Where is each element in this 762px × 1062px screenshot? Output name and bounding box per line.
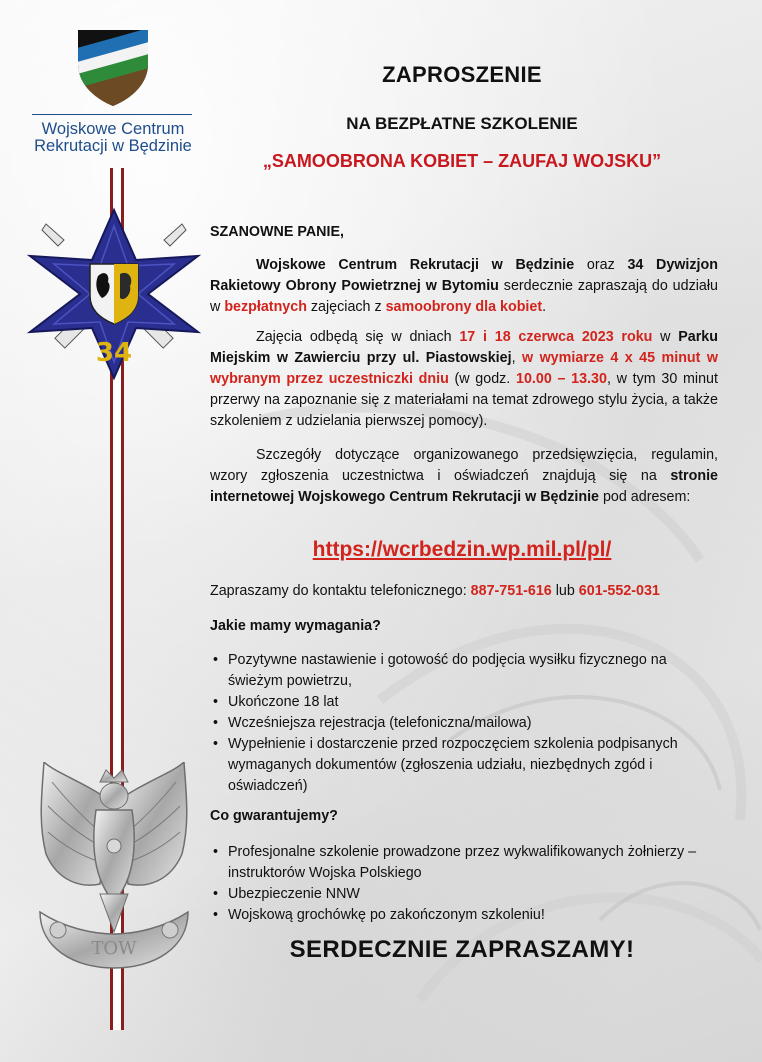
intro-paragraph: Wojskowe Centrum Rekrutacji w Będzinie oraz 34 Dywizjon Rakietowy Obrony Powietrznej w Bytomiu serdecznie zapraszają do udziału w bezpłatnych zajęciach z samoobrony dla kobiet.: [210, 257, 718, 315]
event-place: Parku Miejskim w Zawierciu przy ul. Piastowskiej: [210, 329, 718, 366]
page-title: ZAPROSZENIE: [382, 62, 542, 87]
greeting: SZANOWNE PANIE,: [210, 224, 344, 240]
details-paragraph: Zajęcia odbędą się w dniach 17 i 18 czerwca 2023 roku w Parku Miejskim w Zawierciu przy ul. Piastowskiej, w wymiarze 4 x 45 minut w wybranym przez uczestniczki dniu (w godz. 10.00 – 13.30, w tym 30 minut przerwy na zapoznanie się z materiałami na temat zdrowego stylu życia, a także szkoleniem z udzielania pierwszej pomocy).: [210, 329, 718, 429]
website-label: stronie internetowej Wojskowego Centrum Rekrutacji w Będzinie: [210, 468, 718, 505]
page-subtitle: NA BEZPŁATNE SZKOLENIE: [346, 114, 578, 133]
event-scope: w wymiarze 4 x 45 minut w wybranym przez uczestniczki dniu: [210, 350, 718, 387]
phone-2[interactable]: 601-552-031: [578, 583, 660, 599]
wcr-shield-logo-icon: [70, 24, 156, 108]
guarantees-heading: Co gwarantujemy?: [210, 808, 338, 824]
phone-1[interactable]: 887-751-616: [470, 583, 552, 599]
list-item: • Ubezpieczenie NNW: [210, 884, 718, 905]
eagle-badge-text: TOW: [91, 938, 137, 959]
requirements-list: [210, 650, 718, 797]
unit-cross-badge-icon: [24, 204, 204, 384]
event-hours: 10.00 – 13.30: [516, 371, 607, 387]
list-item: • Wcześniejsza rejestracja (telefoniczna/mailowa): [210, 713, 718, 734]
list-item: • Profesjonalne szkolenie prowadzone przez wykwalifikowanych żołnierzy – instruktorów Wojska Polskiego: [210, 842, 718, 884]
contact-line: Zapraszamy do kontaktu telefonicznego: 887-751-616 lub 601-552-031: [210, 583, 660, 599]
requirements-heading: Jakie mamy wymagania?: [210, 618, 381, 634]
topic-label: samoobrony dla kobiet: [385, 299, 543, 315]
eagle-badge-icon: [34, 762, 194, 974]
website-link[interactable]: https://wcrbedzin.wp.mil.pl/pl/: [312, 538, 612, 561]
list-item: • Pozytywne nastawienie i gotowość do podjęcia wysiłku fizycznego na świeżym powietrzu,: [210, 650, 718, 692]
list-item: • Ukończone 18 lat: [210, 692, 718, 713]
organizer-1: Wojskowe Centrum Rekrutacji w Będzinie: [256, 257, 575, 273]
list-item: • Wypełnienie i dostarczenie przed rozpoczęciem szkolenia podpisanych wymaganych dokumentów (zgłoszenia udziału, niezbędnych zgód i oświadczeń): [210, 734, 718, 797]
closing-invitation: SERDECZNIE ZAPRASZAMY!: [289, 936, 635, 963]
logo-line-1: Wojskowe Centrum: [41, 120, 185, 138]
event-name: „SAMOOBRONA KOBIET – ZAUFAJ WOJSKU”: [262, 151, 662, 171]
organizer-2: 34 Dywizjon Rakietowy Obrony Powietrznej w Bytomiu: [210, 257, 718, 294]
logo-text: [28, 121, 198, 155]
logo-line-2: Rekrutacji w Będzinie: [34, 137, 192, 155]
free-label: bezpłatnych: [224, 299, 307, 315]
badge-number: 34: [95, 338, 133, 368]
event-dates: 17 i 18 czerwca 2023 roku: [459, 329, 653, 345]
list-item: • Wojskową grochówkę po zakończonym szkoleniu!: [210, 905, 718, 926]
info-paragraph: Szczegóły dotyczące organizowanego przedsięwzięcia, regulamin, wzory zgłoszenia uczestnictwa i oświadczeń znajdują się na stronie internetowej Wojskowego Centrum Rekrutacji w Będzinie pod adresem:: [210, 447, 718, 505]
logo-divider: [32, 114, 192, 115]
guarantees-list: [210, 842, 718, 926]
